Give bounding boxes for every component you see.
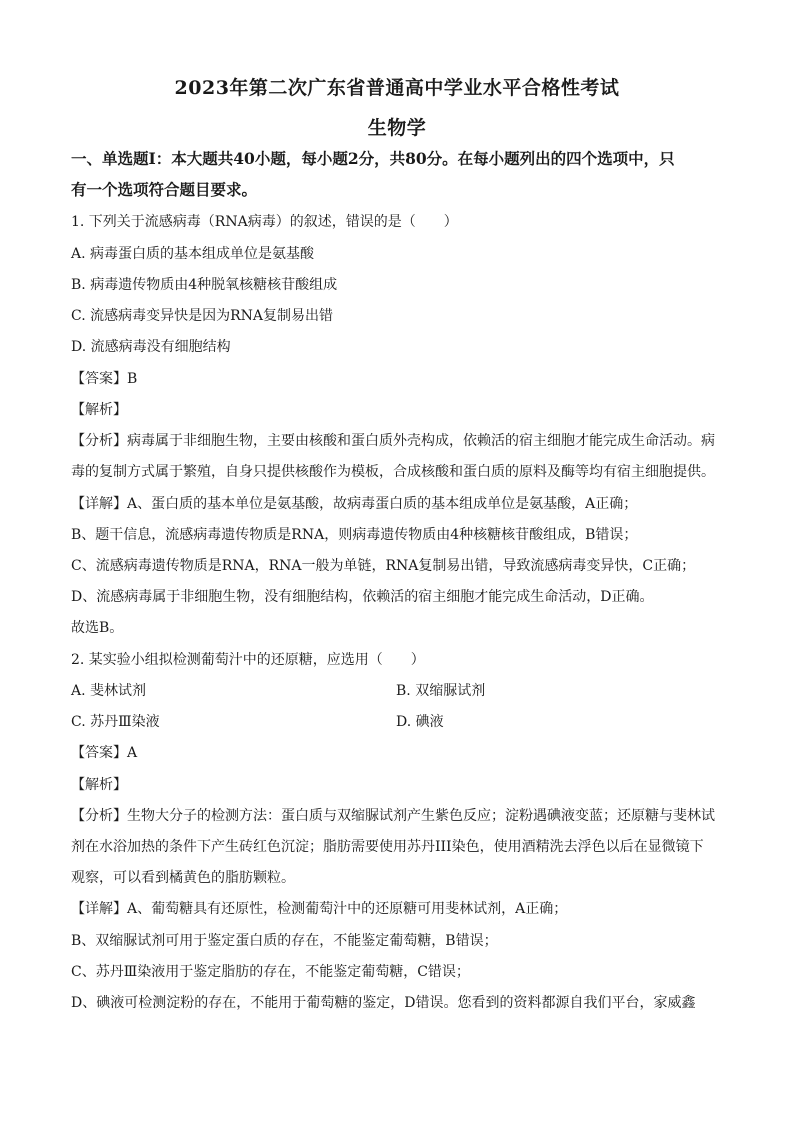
q2-answer [71,744,731,762]
analysis-label: 【分析】 [71,808,127,824]
q2-option-b: B. 双缩脲试剂 [396,683,486,699]
q1-detail-c: C、流感病毒遗传物质是RNA，RNA一般为单链，RNA复制易出错，导致流感病毒变异快，C正确； [71,558,696,574]
q2-detail-b: B、双缩脲试剂可用于鉴定蛋白质的存在，不能鉴定葡萄糖，B错误； [71,933,498,949]
q1-conclusion: 故选B。 [71,620,124,636]
q2-stem: 2. 某实验小组拟检测葡萄汁中的还原糖，应选用（ ） [71,652,425,668]
q1-jiexi-label: 【解析】 [71,402,127,418]
q1-option-a: A. 病毒蛋白质的基本组成单位是氨基酸 [71,246,315,262]
answer-label: 【答案】 [71,371,127,387]
q1-analysis-line-2: 毒的复制方式属于繁殖，自身只提供核酸作为模板，合成核酸和蛋白质的原料及酶等均有宿主细胞提供。 [71,464,715,480]
q2-analysis-line-1 [71,807,731,825]
q1-detail-b: B、题干信息，流感病毒遗传物质是RNA，则病毒遗传物质由4种核糖核苷酸组成，B错误； [71,527,638,543]
q1-answer [71,370,731,388]
detail-text: A、葡萄糖具有还原性，检测葡萄汁中的还原糖可用斐林试剂，A正确； [127,901,568,917]
analysis-label: 【分析】 [71,433,127,449]
q2-analysis-line-2: 剂在水浴加热的条件下产生砖红色沉淀；脂肪需要使用苏丹III染色，使用酒精洗去浮色以后在显微镜下 [71,839,704,855]
q1-option-c: C. 流感病毒变异快是因为RNA复制易出错 [71,308,334,324]
detail-label: 【详解】 [71,496,127,512]
detail-label: 【详解】 [71,901,127,917]
q1-detail-a [71,495,731,513]
q2-detail-d: D、碘液可检测淀粉的存在，不能用于葡萄糖的鉴定，D错误。您看到的资料都源自我们平台，家威鑫 [71,995,696,1011]
subject-title: 生物学 [367,117,427,139]
detail-text: A、蛋白质的基本单位是氨基酸，故病毒蛋白质的基本组成单位是氨基酸，A正确； [127,496,638,512]
section-heading-line-1: 一、单选题Ⅰ：本大题共40小题，每小题2分，共80分。在每小题列出的四个选项中，只 [71,149,675,168]
analysis-text: 生物大分子的检测方法：蛋白质与双缩脲试剂产生紫色反应；淀粉遇碘液变蓝；还原糖与斐林试 [127,808,715,824]
analysis-text: 病毒属于非细胞生物，主要由核酸和蛋白质外壳构成，依赖活的宿主细胞才能完成生命活动。病 [127,433,715,449]
section-heading [71,143,721,205]
q1-analysis-line-1 [71,432,731,450]
q2-option-c: C. 苏丹Ⅲ染液 [71,714,160,730]
q1-detail-d: D、流感病毒属于非细胞生物，没有细胞结构，依赖活的宿主细胞才能完成生命活动，D正确。 [71,589,654,605]
q2-option-a: A. 斐林试剂 [71,683,147,699]
q2-detail-c: C、苏丹Ⅲ染液用于鉴定脂肪的存在，不能鉴定葡萄糖，C错误； [71,964,470,980]
q1-option-b: B. 病毒遗传物质由4种脱氧核糖核苷酸组成 [71,277,338,293]
q2-jiexi-label: 【解析】 [71,777,127,793]
q2-analysis-line-3: 观察，可以看到橘黄色的脂肪颗粒。 [71,870,295,886]
q2-detail-a [71,900,731,918]
section-heading-line-2: 有一个选项符合题目要求。 [71,180,258,199]
answer-label: 【答案】 [71,745,127,761]
q1-stem: 1. 下列关于流感病毒（RNA病毒）的叙述，错误的是（ ） [71,214,458,230]
answer-value: A [127,745,138,761]
q1-option-d: D. 流感病毒没有细胞结构 [71,339,231,355]
exam-title: 2023年第二次广东省普通高中学业水平合格性考试 [174,77,620,99]
answer-value: B [127,371,138,387]
q2-option-d: D. 碘液 [396,714,444,730]
